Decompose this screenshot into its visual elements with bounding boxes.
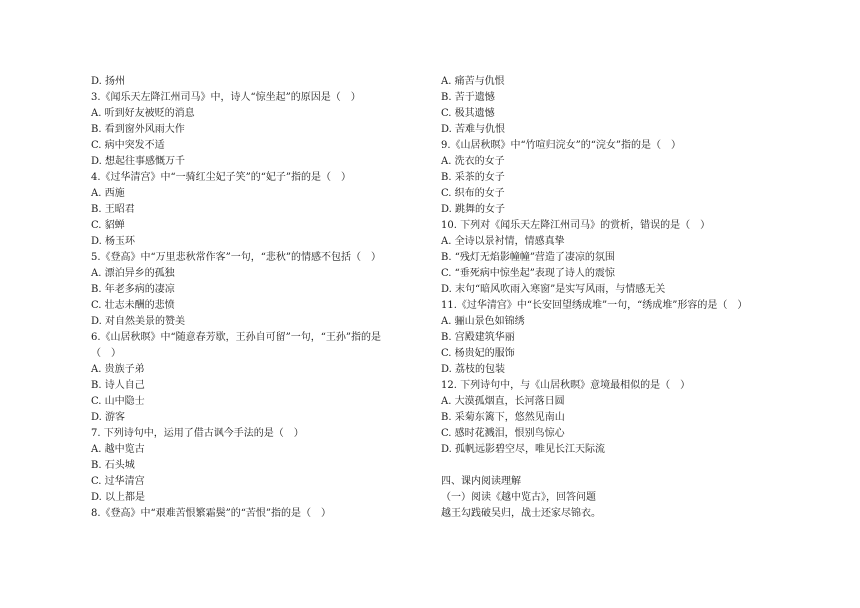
option-line: B. 年老多病的凄凉 bbox=[91, 284, 175, 295]
option-line: B. 宫殿建筑华丽 bbox=[441, 332, 515, 343]
poem-line: 越王勾践破吴归，战士还家尽锦衣。 bbox=[441, 508, 601, 519]
question-8: 8.《登高》中“艰难苦恨繁霜鬓”的“苦恨”指的是（ ） bbox=[91, 508, 331, 519]
option-line: A. 越中览古 bbox=[91, 444, 145, 455]
option-line: D. 孤帆远影碧空尽，唯见长江天际流 bbox=[441, 444, 606, 455]
question-9: 9.《山居秋暝》中“竹喧归浣女”的“浣女”指的是（ ） bbox=[441, 140, 681, 151]
option-line: B. 看到窗外风雨大作 bbox=[91, 124, 185, 135]
option-line: B. “残灯无焰影幢幢”营造了凄凉的氛围 bbox=[441, 252, 615, 263]
subsection-heading: （一）阅读《越中览古》，回答问题 bbox=[441, 492, 596, 503]
option-line: C. 极其遗憾 bbox=[441, 108, 495, 119]
option-line: C. 过华清宫 bbox=[91, 476, 145, 487]
option-line: D. 想起往事感慨万千 bbox=[91, 156, 186, 167]
option-line: A. 全诗以景衬情，情感真挚 bbox=[441, 236, 565, 247]
option-line: C. 织布的女子 bbox=[441, 188, 505, 199]
option-line: B. 诗人自己 bbox=[91, 380, 145, 391]
option-line: D. 苦难与仇恨 bbox=[441, 124, 506, 135]
option-line: C. 杨贵妃的服饰 bbox=[441, 348, 515, 359]
option-line: B. 采菊东篱下，悠然见南山 bbox=[441, 412, 565, 423]
option-line: D. 末句“暗风吹雨入寒窗”是实写风雨，与情感无关 bbox=[441, 284, 666, 295]
question-3: 3.《闻乐天左降江州司马》中，诗人“惊坐起”的原因是（ ） bbox=[91, 92, 361, 103]
option-line: B. 采茶的女子 bbox=[441, 172, 505, 183]
question-5: 5.《登高》中“万里悲秋常作客”一句，“悲秋”的情感不包括（ ） bbox=[91, 252, 381, 263]
option-line: D. 对自然美景的赞美 bbox=[91, 316, 186, 327]
option-line: D. 游客 bbox=[91, 412, 126, 423]
option-line: B. 王昭君 bbox=[91, 204, 135, 215]
option-line: A. 骊山景色如锦绣 bbox=[441, 316, 525, 327]
option-line: A. 漂泊异乡的孤独 bbox=[91, 268, 175, 279]
option-line: C. 貂蝉 bbox=[91, 220, 125, 231]
option-line: C. 感时花溅泪，恨别鸟惊心 bbox=[441, 428, 565, 439]
option-line: C. 病中突发不适 bbox=[91, 140, 165, 151]
option-line: A. 痛苦与仇恨 bbox=[441, 76, 505, 87]
section-spacer bbox=[441, 458, 791, 474]
left-column bbox=[91, 74, 421, 522]
option-line: D. 以上都是 bbox=[91, 492, 146, 503]
option-line: B. 石头城 bbox=[91, 460, 135, 471]
option-line: A. 贵族子弟 bbox=[91, 364, 145, 375]
question-11: 11.《过华清宫》中“长安回望绣成堆”一句，“绣成堆”形容的是（ ） bbox=[441, 300, 748, 311]
right-column bbox=[441, 74, 791, 522]
question-4: 4.《过华清宫》中“一骑红尘妃子笑”的“妃子”指的是（ ） bbox=[91, 172, 351, 183]
option-line: D. 杨玉环 bbox=[91, 236, 136, 247]
option-line: C. 壮志未酬的悲愤 bbox=[91, 300, 175, 311]
question-10: 10. 下列对《闻乐天左降江州司马》的赏析，错误的是（ ） bbox=[441, 220, 711, 231]
question-6-continued: （ ） bbox=[91, 348, 121, 359]
option-line: D. 跳舞的女子 bbox=[441, 204, 506, 215]
option-line: D. 荔枝的包装 bbox=[441, 364, 506, 375]
option-line: A. 大漠孤烟直，长河落日圆 bbox=[441, 396, 565, 407]
question-6: 6.《山居秋暝》中“随意春芳歇，王孙自可留”一句，“王孙”指的是 bbox=[91, 332, 381, 343]
option-line: A. 洗衣的女子 bbox=[441, 156, 505, 167]
question-12: 12. 下列诗句中，与《山居秋暝》意境最相似的是（ ） bbox=[441, 380, 691, 391]
option-line: B. 苦于遗憾 bbox=[441, 92, 495, 103]
text-line: D. 扬州 bbox=[91, 76, 126, 87]
option-line: A. 西施 bbox=[91, 188, 125, 199]
section-heading: 四、课内阅读理解 bbox=[441, 476, 521, 487]
option-line: A. 听到好友被贬的消息 bbox=[91, 108, 195, 119]
option-line: C. “垂死病中惊坐起”表现了诗人的震惊 bbox=[441, 268, 615, 279]
option-line: C. 山中隐士 bbox=[91, 396, 145, 407]
question-7: 7. 下列诗句中，运用了借古讽今手法的是（ ） bbox=[91, 428, 304, 439]
